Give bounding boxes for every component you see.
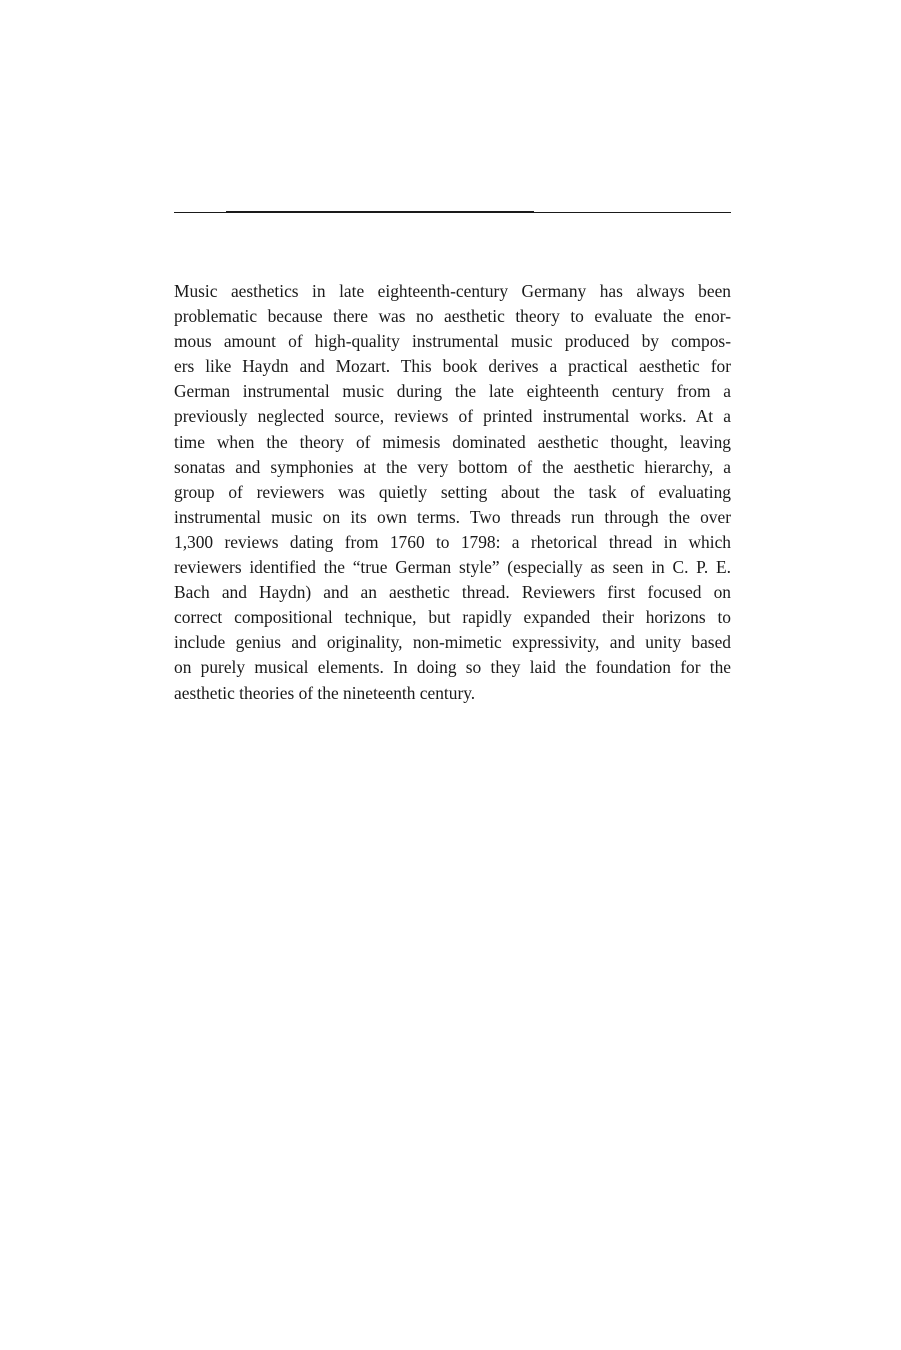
top-rule-accent <box>226 211 534 213</box>
abstract-line: include genius and originality, non-mimetic expressivity, and unity based <box>174 632 731 653</box>
abstract-line: 1,300 reviews dating from 1760 to 1798: a rhetorical thread in which <box>174 531 731 552</box>
abstract-line: sonatas and symphonies at the very bottom of the aesthetic hierarchy, a <box>174 456 731 477</box>
abstract-line: mous amount of high-quality instrumental music produced by compos- <box>174 331 731 352</box>
abstract-line: problematic because there was no aesthetic theory to evaluate the enor- <box>174 306 731 327</box>
abstract-line: Music aesthetics in late eighteenth-century Germany has always been <box>174 281 731 301</box>
abstract-line: time when the theory of mimesis dominated aesthetic thought, leaving <box>174 431 731 452</box>
abstract-line: previously neglected source, reviews of printed instrumental works. At a <box>174 406 731 427</box>
abstract-line: ers like Haydn and Mozart. This book derives a practical aesthetic for <box>174 356 731 377</box>
abstract-line: reviewers identified the “true German style” (especially as seen in C. P. E. <box>174 557 731 578</box>
abstract-line: correct compositional technique, but rapidly expanded their horizons to <box>174 607 731 628</box>
abstract-line: on purely musical elements. In doing so they laid the foundation for the <box>174 657 731 678</box>
abstract-line: Bach and Haydn) and an aesthetic thread. Reviewers first focused on <box>174 582 731 603</box>
abstract-line: German instrumental music during the late eighteenth century from a <box>174 381 731 402</box>
abstract-line: group of reviewers was quietly setting about the task of evaluating <box>174 481 731 502</box>
abstract-line: aesthetic theories of the nineteenth century. <box>174 682 476 703</box>
abstract-line: instrumental music on its own terms. Two threads run through the over <box>174 506 731 527</box>
abstract-paragraph <box>174 279 731 706</box>
